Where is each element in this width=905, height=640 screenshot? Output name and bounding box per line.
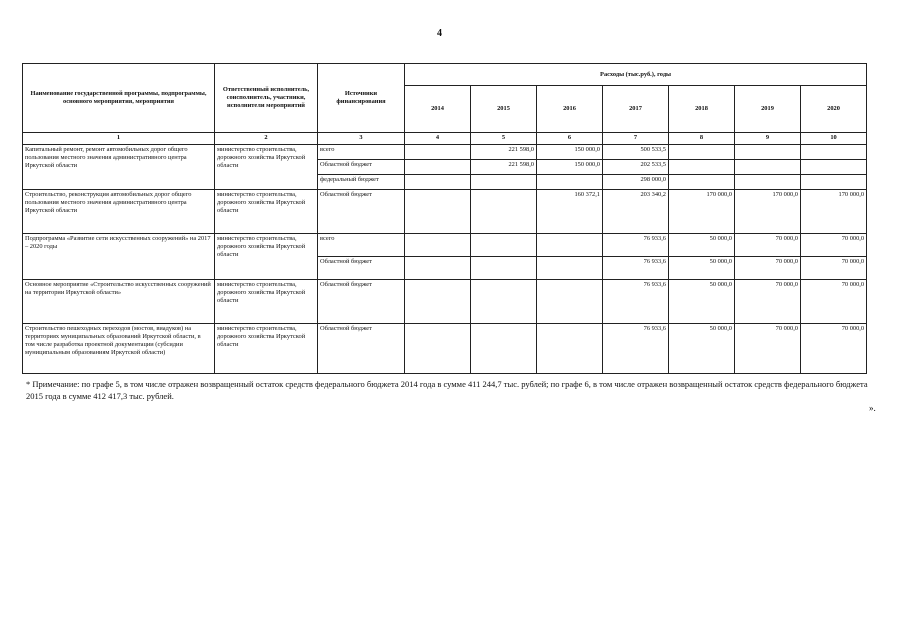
amount-cell — [537, 280, 603, 324]
amount-cell — [801, 160, 867, 175]
program-name-cell: Основное мероприятие «Строительство искусственных сооружений на территории Иркутской области» — [23, 280, 215, 324]
header-year: 2016 — [537, 86, 603, 133]
amount-cell — [669, 175, 735, 190]
header-year: 2014 — [405, 86, 471, 133]
executor-cell: министерство строительства, дорожного хозяйства Иркутской области — [215, 145, 318, 190]
amount-cell — [405, 324, 471, 374]
amount-cell: 76 933,6 — [603, 257, 669, 280]
amount-cell — [537, 175, 603, 190]
amount-cell — [801, 175, 867, 190]
amount-cell: 160 372,1 — [537, 190, 603, 234]
executor-cell: министерство строительства, дорожного хозяйства Иркутской области — [215, 324, 318, 374]
amount-cell — [735, 175, 801, 190]
amount-cell: 170 000,0 — [669, 190, 735, 234]
amount-cell: 50 000,0 — [669, 280, 735, 324]
financing-source-cell: всего — [318, 234, 405, 257]
amount-cell — [471, 175, 537, 190]
amount-cell: 298 000,0 — [603, 175, 669, 190]
amount-cell — [537, 234, 603, 257]
financing-source-cell: федеральный бюджет — [318, 175, 405, 190]
header-year: 2017 — [603, 86, 669, 133]
executor-cell: министерство строительства, дорожного хозяйства Иркутской области — [215, 234, 318, 280]
amount-cell: 150 000,0 — [537, 145, 603, 160]
amount-cell: 76 933,6 — [603, 234, 669, 257]
amount-cell — [471, 280, 537, 324]
column-number: 8 — [669, 133, 735, 145]
column-number: 2 — [215, 133, 318, 145]
executor-cell: министерство строительства, дорожного хозяйства Иркутской области — [215, 280, 318, 324]
budget-table — [22, 63, 867, 374]
header-year: 2015 — [471, 86, 537, 133]
table-row — [23, 234, 867, 257]
amount-cell: 202 533,5 — [603, 160, 669, 175]
amount-cell — [735, 145, 801, 160]
amount-cell: 203 340,2 — [603, 190, 669, 234]
amount-cell — [471, 190, 537, 234]
amount-cell: 76 933,6 — [603, 324, 669, 374]
amount-cell: 70 000,0 — [801, 234, 867, 257]
table-row — [23, 145, 867, 160]
program-name-cell: Подпрограмма «Развитие сети искусственных сооружений» на 2017 – 2020 годы — [23, 234, 215, 280]
amount-cell — [801, 145, 867, 160]
executor-cell: министерство строительства, дорожного хозяйства Иркутской области — [215, 190, 318, 234]
table-row — [23, 324, 867, 374]
amount-cell: 70 000,0 — [801, 257, 867, 280]
program-name-cell: Строительство, реконструкция автомобильных дорог общего пользования местного значения административного центра Иркутской области — [23, 190, 215, 234]
amount-cell: 221 598,0 — [471, 145, 537, 160]
amount-cell: 70 000,0 — [735, 324, 801, 374]
header-program-name: Наименование государственной программы, подпрограммы, основного мероприятия, мероприятия — [23, 64, 215, 133]
financing-source-cell: Областной бюджет — [318, 280, 405, 324]
header-year: 2020 — [801, 86, 867, 133]
header-year: 2018 — [669, 86, 735, 133]
column-number: 4 — [405, 133, 471, 145]
column-number-row — [23, 133, 867, 145]
amount-cell — [405, 280, 471, 324]
amount-cell: 70 000,0 — [735, 257, 801, 280]
table-header — [23, 64, 867, 133]
footnote: * Примечание: по графе 5, в том числе отражен возвращенный остаток средств федерального бюджета 2014 года в сумме 411 244,7 тыс. рублей; по графе 6, в том числе отражен возвращенный остаток средств федерального бюджета 2015 года в сумме 412 417,3 тыс. рублей. — [26, 379, 868, 401]
amount-cell — [735, 160, 801, 175]
page-number: 4 — [437, 28, 442, 39]
amount-cell: 50 000,0 — [669, 324, 735, 374]
amount-cell — [537, 324, 603, 374]
column-number: 1 — [23, 133, 215, 145]
amount-cell — [405, 234, 471, 257]
financing-source-cell: Областной бюджет — [318, 160, 405, 175]
financing-source-cell: Областной бюджет — [318, 324, 405, 374]
amount-cell: 70 000,0 — [801, 280, 867, 324]
closing-quote: ». — [869, 403, 876, 413]
amount-cell — [471, 234, 537, 257]
table-body — [23, 133, 867, 374]
header-year: 2019 — [735, 86, 801, 133]
amount-cell — [405, 175, 471, 190]
table-row — [23, 190, 867, 234]
financing-source-cell: Областной бюджет — [318, 190, 405, 234]
amount-cell — [537, 257, 603, 280]
amount-cell — [405, 160, 471, 175]
amount-cell: 70 000,0 — [735, 234, 801, 257]
amount-cell — [471, 324, 537, 374]
amount-cell: 221 598,0 — [471, 160, 537, 175]
amount-cell — [405, 257, 471, 280]
financing-source-cell: Областной бюджет — [318, 257, 405, 280]
amount-cell: 50 000,0 — [669, 234, 735, 257]
program-name-cell: Капитальный ремонт, ремонт автомобильных дорог общего пользования местного значения административного центра Иркутской области — [23, 145, 215, 190]
column-number: 10 — [801, 133, 867, 145]
amount-cell: 170 000,0 — [735, 190, 801, 234]
amount-cell: 500 533,5 — [603, 145, 669, 160]
column-number: 6 — [537, 133, 603, 145]
amount-cell — [669, 145, 735, 160]
header-executor: Ответственный исполнитель, соисполнитель, участники, исполнители мероприятий — [215, 64, 318, 133]
column-number: 9 — [735, 133, 801, 145]
program-name-cell: Строительство пешеходных переходов (мостов, виадуков) на территориях муниципальных образований Иркутской области, в том числе разработка проектной документации (субсидии муниципальным образованиям Иркутской области) — [23, 324, 215, 374]
amount-cell: 76 933,6 — [603, 280, 669, 324]
column-number: 7 — [603, 133, 669, 145]
amount-cell — [405, 145, 471, 160]
amount-cell: 150 000,0 — [537, 160, 603, 175]
amount-cell: 170 000,0 — [801, 190, 867, 234]
amount-cell: 70 000,0 — [735, 280, 801, 324]
financing-source-cell: всего — [318, 145, 405, 160]
amount-cell: 70 000,0 — [801, 324, 867, 374]
amount-cell — [669, 160, 735, 175]
amount-cell: 50 000,0 — [669, 257, 735, 280]
column-number: 3 — [318, 133, 405, 145]
amount-cell — [471, 257, 537, 280]
column-number: 5 — [471, 133, 537, 145]
header-financing-source: Источники финансирования — [318, 64, 405, 133]
header-expenses: Расходы (тыс.руб.), годы — [405, 64, 867, 86]
table-row — [23, 280, 867, 324]
amount-cell — [405, 190, 471, 234]
